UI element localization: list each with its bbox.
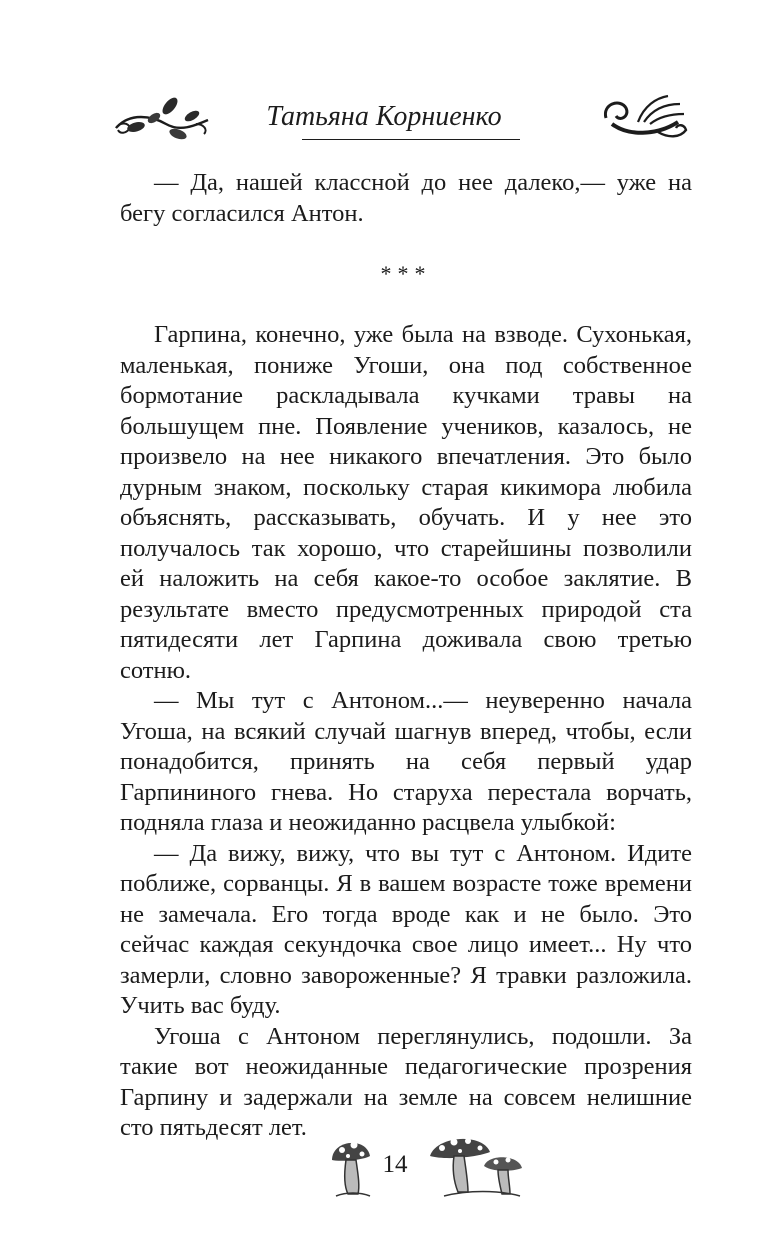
section-separator: *** (380, 261, 432, 286)
header-underline (302, 139, 520, 140)
header-title: Татьяна Корниенко (266, 101, 502, 132)
paragraph: — Мы тут с Антоном...— неуверенно начала Угоша, на всякий случай шагнув вперед, чтобы, если понадобится, принять на себя первый удар Гарпининого гнева. Но старуха перестала ворчать, подняла глаза и неожиданно расцвела улыбкой: (120, 687, 692, 836)
paragraph: Гарпина, конечно, уже была на взводе. Сухонькая, маленькая, пониже Угоши, она под собственное бормотание раскладывала кучками травы на большущем пне. Появление учеников, казалось, не произвело на нее никакого впечатления. Это было дурным знаком, поскольку старая кикимора любила объяснять, рассказывать, обучать. И у нее это получалось так хорошо, что старейшины позволили ей наложить на себя какое-то особое заклятие. В результате вместо предусмотренных природой ста пятидесяти лет Гарпина доживала свою третью сотню. (120, 321, 692, 684)
mushrooms-group-icon (428, 1128, 524, 1200)
paragraph: Угоша с Антоном переглянулись, подошли. За такие вот неожиданные педагогические прозрения Гарпину и задержали на земле на совсем нелишние сто пятьдесят лет. (120, 1022, 692, 1141)
paragraph: — Да вижу, вижу, что вы тут с Антоном. Идите поближе, сорванцы. Я в вашем возрасте тоже времени не замечала. Его тогда вроде как и не было. Это сейчас каждая секундочка свое лицо имеет... Ну что замерли, словно завороженные? Я травки разложила. Учить вас буду. (120, 839, 692, 1019)
running-header (0, 84, 768, 154)
curl-swirl-ornament-icon (598, 92, 690, 144)
paragraph: — Да, нашей классной до нее далеко,— уже на бегу согласился Антон. (120, 169, 692, 227)
page-body (120, 168, 692, 1144)
page-footer (0, 1128, 768, 1218)
page-number: 14 (382, 1151, 408, 1178)
